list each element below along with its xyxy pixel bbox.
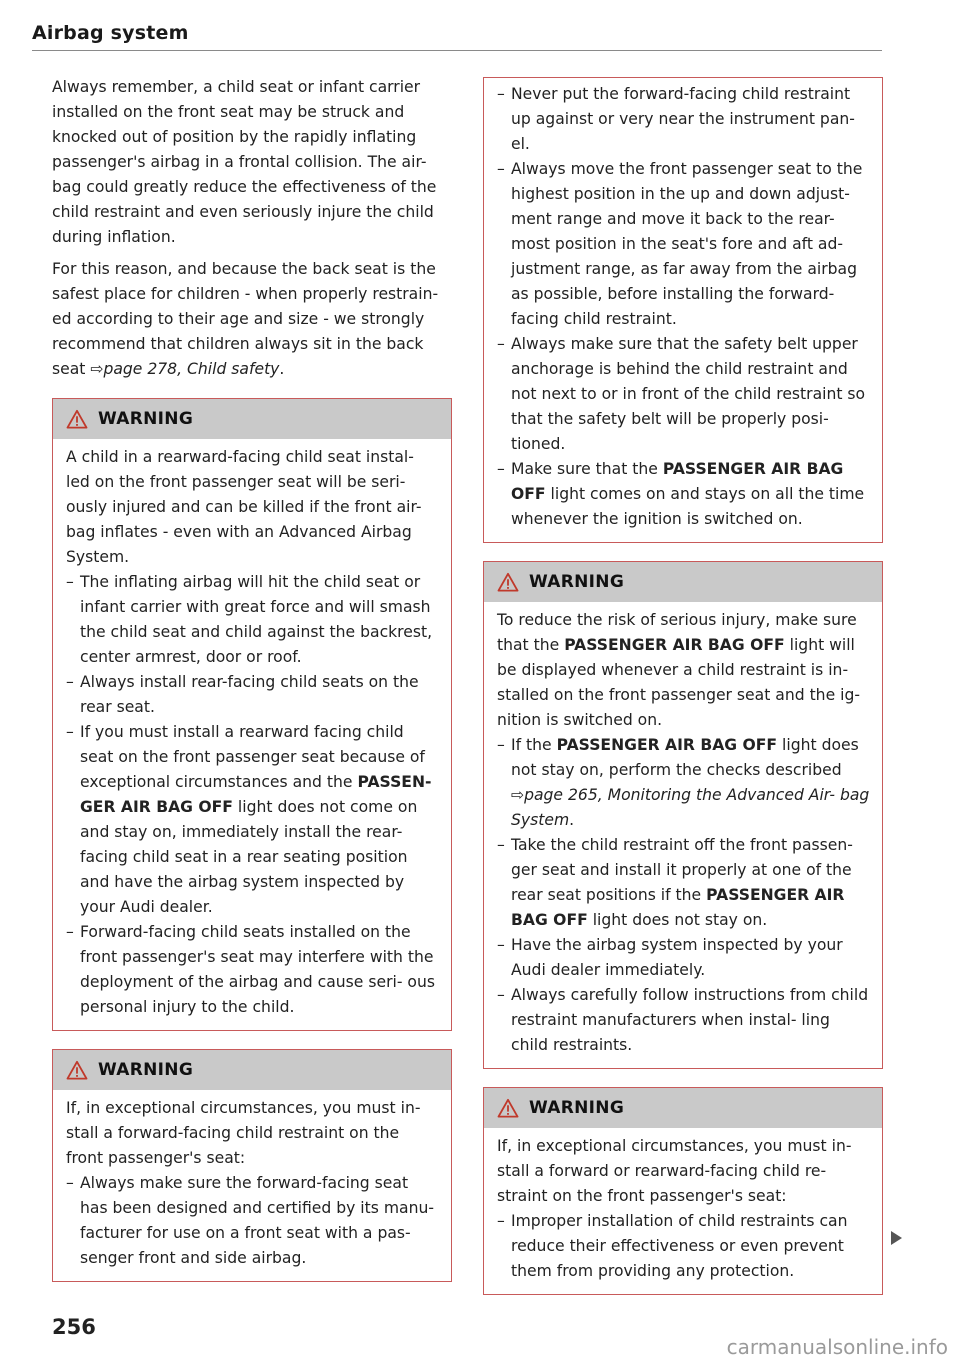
- warning-box: [483, 1087, 883, 1295]
- warning-list: [497, 733, 870, 1058]
- warning-header: [53, 1050, 451, 1090]
- warning-box: [52, 1049, 452, 1282]
- warning-intro: If, in exceptional circumstances, you must in- stall a forward-facing child restraint on the front passenger's seat:: [66, 1099, 421, 1167]
- list-item: – Take the child restraint off the front passen- ger seat and install it properly at one of the rear seat positions if the PASSENGER AIR BAG OFF light does not stay on.: [497, 833, 870, 933]
- warning-list: [66, 570, 439, 1020]
- warning-list: [66, 1171, 439, 1271]
- warning-title: WARNING: [529, 1097, 625, 1118]
- warning-continuation-box: [483, 77, 883, 543]
- warning-title: WARNING: [98, 1059, 194, 1080]
- list-item: – Forward-facing child seats installed on the front passenger's seat may interfere with the deployment of the airbag and cause seri- ous personal injury to the child.: [66, 920, 439, 1020]
- list-item: – If you must install a rearward facing child seat on the front passenger seat because of exceptional circumstances and the PASSEN- GER AIR BAG OFF light does not come on and stay on, immediately install the rear- facing child seat in a rear seating position and have the airbag system inspected by your Audi dealer.: [66, 720, 439, 920]
- warning-list: [497, 1209, 870, 1284]
- section-title: Airbag system: [32, 22, 189, 44]
- arrow-icon: ⇨: [90, 360, 104, 378]
- continue-arrow-icon: [889, 1230, 903, 1246]
- warning-triangle-icon: [66, 1060, 88, 1080]
- list-item: – The inflating airbag will hit the child seat or infant carrier with great force and will smash the child seat and child against the backrest, center armrest, door or roof.: [66, 570, 439, 670]
- warning-header: [484, 1088, 882, 1128]
- warning-box: [483, 561, 883, 1069]
- list-item: – Always make sure that the safety belt upper anchorage is behind the child restraint and not next to or in front of the child restraint so that the safety belt will be properly posi- tioned.: [497, 332, 870, 457]
- list-item: – If the PASSENGER AIR BAG OFF light does not stay on, perform the checks described ⇨page 265, Monitoring the Advanced Air- bag System.: [497, 733, 870, 833]
- list-item: – Always make sure the forward-facing seat has been designed and certified by its manu- facturer for use on a front seat with a pas- senger front and side airbag.: [66, 1171, 439, 1271]
- list-item: – Never put the forward-facing child restraint up against or very near the instrument pan- el.: [497, 82, 870, 157]
- paragraph-text: For this reason, and because the back seat is the safest place for children - when properly restrain- ed according to their age and size - we strongly recommend that children always sit in the back seat: [52, 260, 439, 378]
- warning-triangle-icon: [497, 572, 519, 592]
- page-number: 256: [52, 1315, 96, 1339]
- paragraph: For this reason, and because the back seat is the safest place for children - when properly restrain- ed according to their age and size - we strongly recommend that children always sit in the back seat ⇨page 278, Child safety.: [52, 260, 439, 378]
- warning-title: WARNING: [529, 571, 625, 592]
- warning-triangle-icon: [497, 1098, 519, 1118]
- page-header: [32, 22, 882, 51]
- arrow-icon: ⇨: [511, 786, 525, 804]
- warning-triangle-icon: [66, 409, 88, 429]
- list-item: – Always move the front passenger seat to the highest position in the up and down adjust- ment range and move it back to the rear- most position in the seat's fore and aft ad- justment range, as far away from the airbag as possible, before installing the forward- facing child restraint.: [497, 157, 870, 332]
- warning-box: [52, 398, 452, 1031]
- left-column: [52, 75, 452, 1300]
- list-item: – Make sure that the PASSENGER AIR BAG OFF light comes on and stays on all the time whenever the ignition is switched on.: [497, 457, 870, 532]
- warning-intro: To reduce the risk of serious injury, make sure that the PASSENGER AIR BAG OFF light will be displayed whenever a child restraint is in- stalled on the front passenger seat and the ig- nition is switched on.: [497, 611, 860, 729]
- list-item: – Have the airbag system inspected by your Audi dealer immediately.: [497, 933, 870, 983]
- watermark: carmanualsonline.info: [726, 1335, 948, 1359]
- warning-list: [497, 82, 870, 532]
- warning-intro: If, in exceptional circumstances, you must in- stall a forward or rearward-facing child re- straint on the front passenger's seat:: [497, 1137, 852, 1205]
- warning-title: WARNING: [98, 408, 194, 429]
- cross-reference-link[interactable]: ⇨page 265, Monitoring the Advanced Air- bag System: [511, 786, 870, 829]
- list-item: – Always install rear-facing child seats on the rear seat.: [66, 670, 439, 720]
- list-item: – Improper installation of child restraints can reduce their effectiveness or even prevent them from providing any protection.: [497, 1209, 870, 1284]
- warning-intro: A child in a rearward-facing child seat instal- led on the front passenger seat will be seri- ously injured and can be killed if the front air- bag inflates - even with an Advanced Airbag System.: [66, 448, 422, 566]
- warning-header: [53, 399, 451, 439]
- cross-reference-link[interactable]: ⇨page 278, Child safety: [90, 360, 280, 378]
- list-item: – Always carefully follow instructions from child restraint manufacturers when instal- ling child restraints.: [497, 983, 870, 1058]
- paragraph: Always remember, a child seat or infant carrier installed on the front seat may be struck and knocked out of position by the rapidly inflating passenger's airbag in a frontal collision. The air- bag could greatly reduce the effectiveness of the child restraint and even seriously injure the child during inflation.: [52, 78, 437, 246]
- right-column: [483, 77, 883, 1313]
- warning-header: [484, 562, 882, 602]
